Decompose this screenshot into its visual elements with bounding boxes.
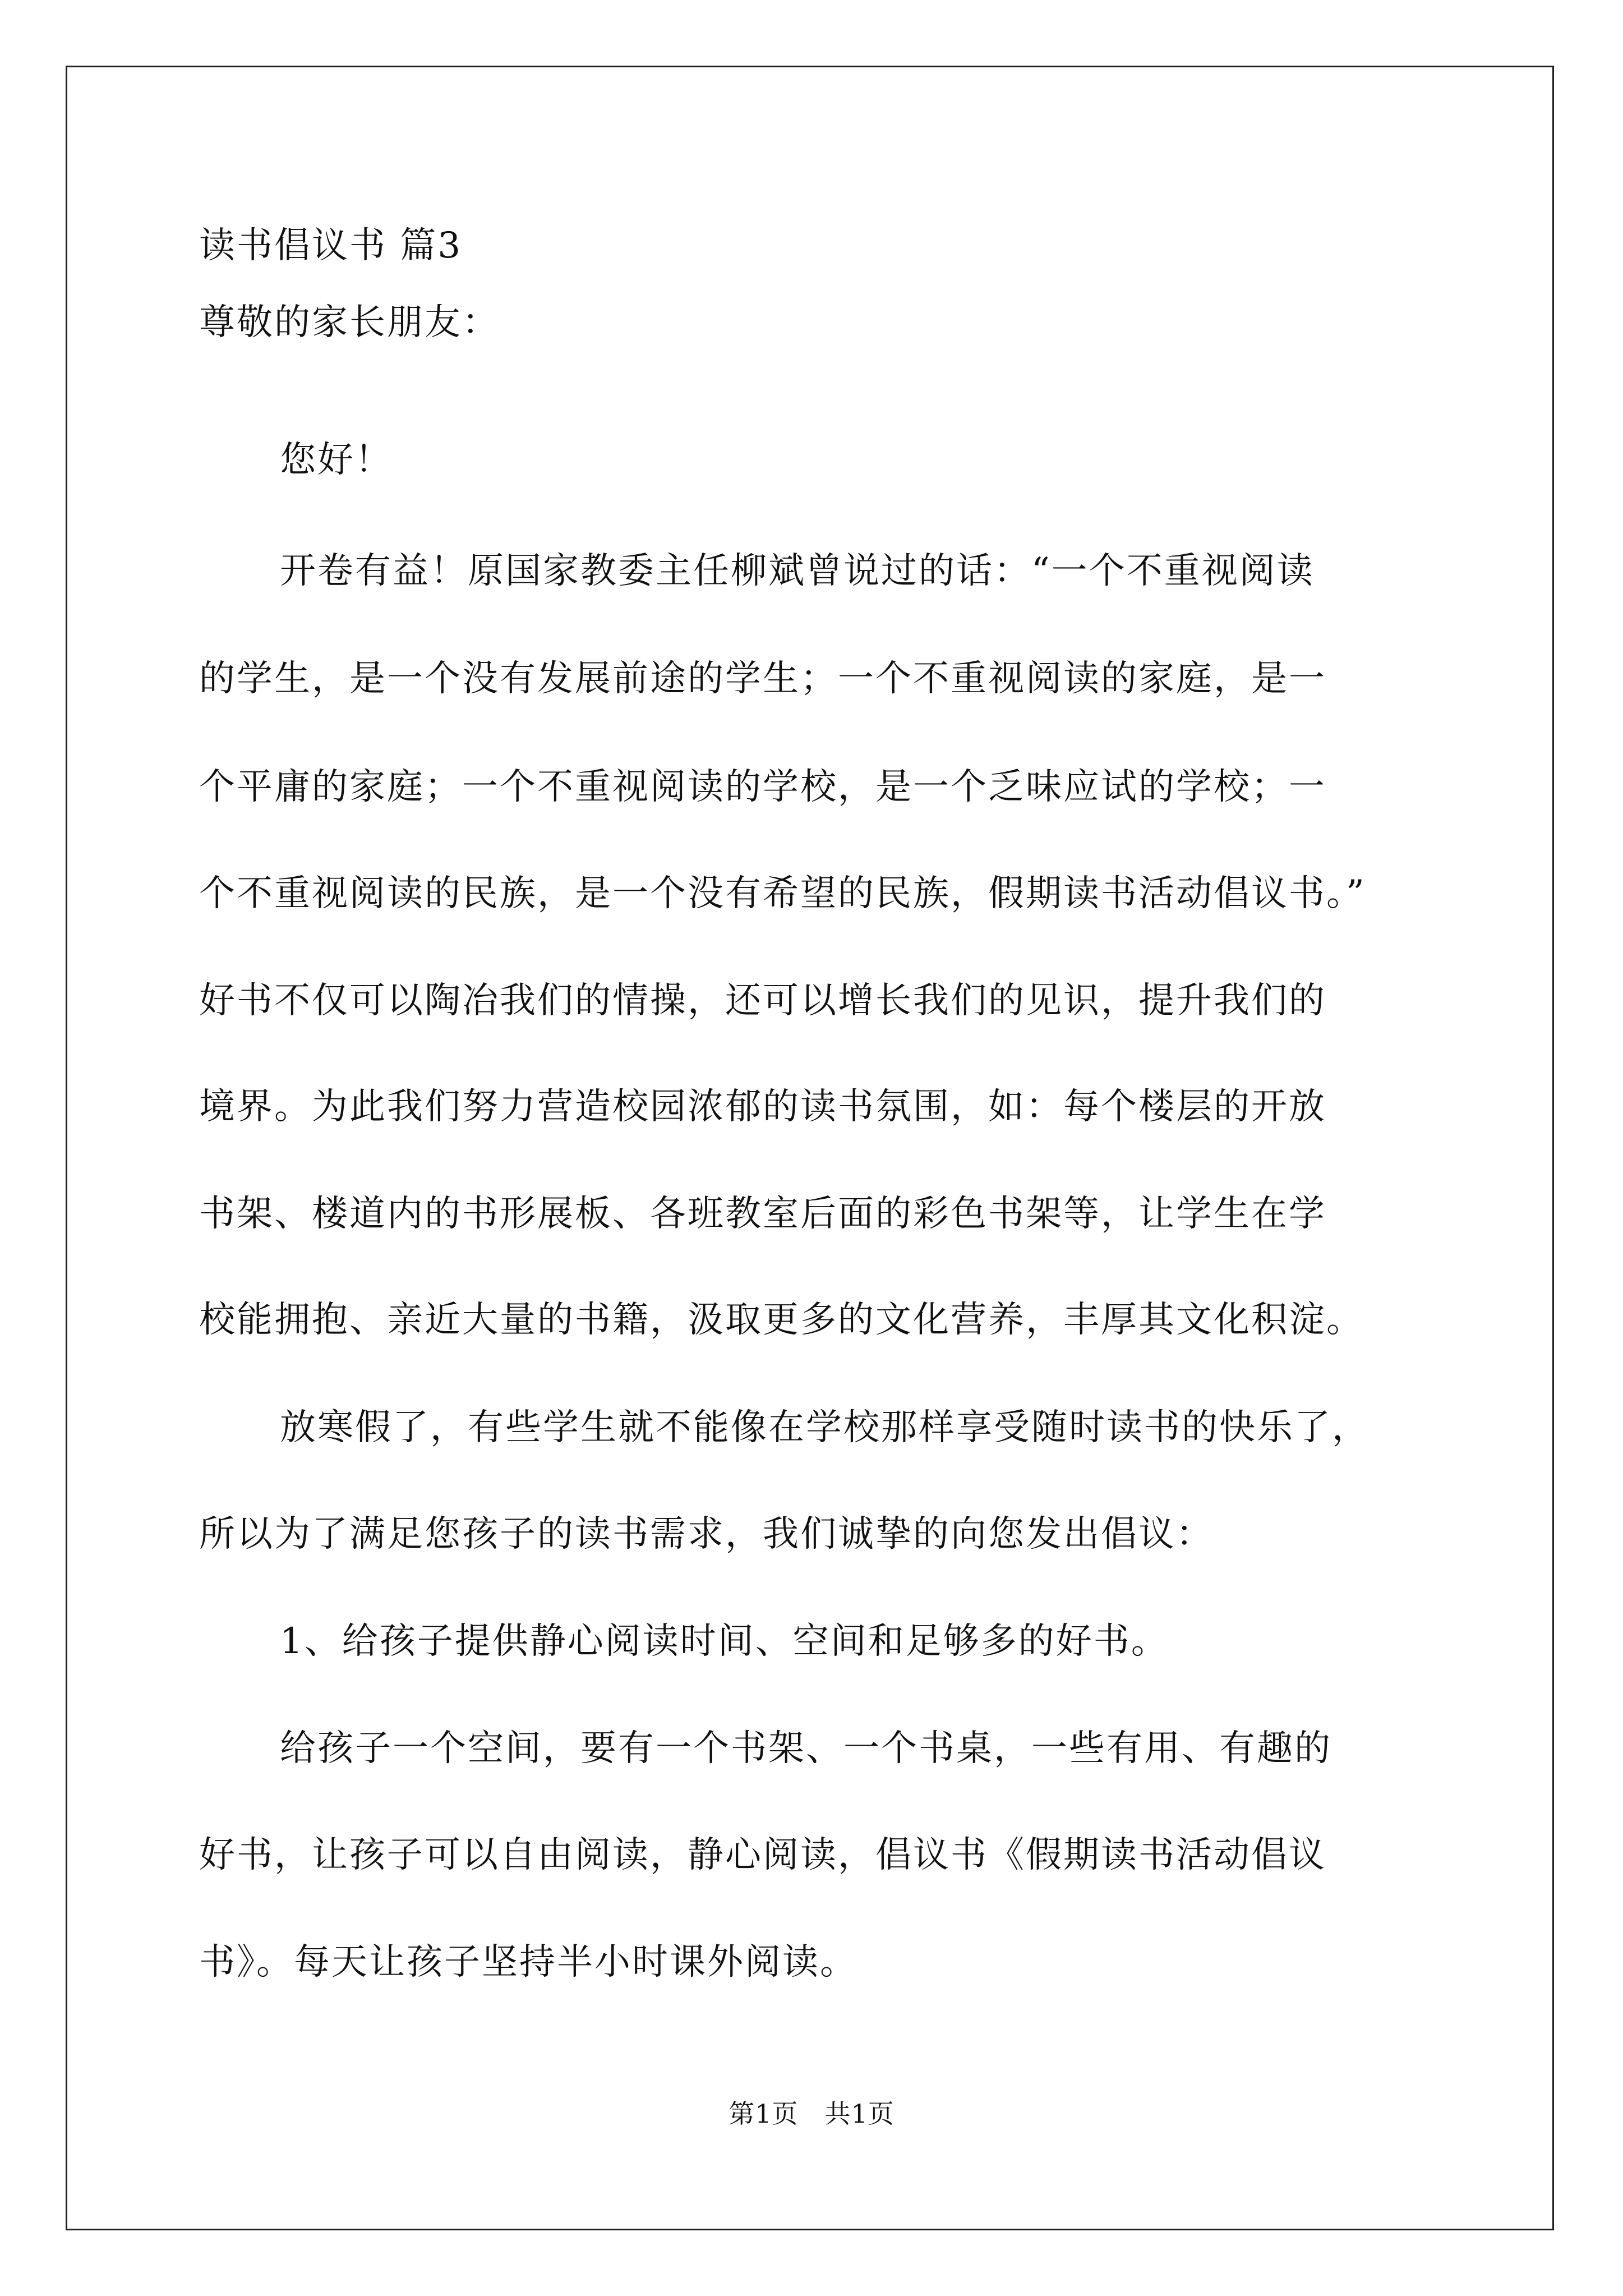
paragraph-line: 个不重视阅读的民族，是一个没有希望的民族，假期读书活动倡议书。”	[199, 873, 1366, 914]
paragraph-line: 给孩子一个空间，要有一个书架、一个书桌，一些有用、有趣的	[280, 1728, 1332, 1769]
paragraph-line: 的学生，是一个没有发展前途的学生；一个不重视阅读的家庭，是一	[199, 658, 1326, 700]
paragraph-line: 境界。为此我们努力营造校园浓郁的读书氛围，如：每个楼层的开放	[199, 1086, 1326, 1128]
paragraph-line: 校能拥抱、亲近大量的书籍，汲取更多的文化营养，丰厚其文化积淀。	[199, 1299, 1364, 1341]
paragraph-line: 个平庸的家庭；一个不重视阅读的学校，是一个乏味应试的学校；一	[199, 766, 1326, 808]
paragraph-line: 开卷有益！原国家教委主任柳斌曾说过的话：“一个不重视阅读	[280, 550, 1315, 592]
paragraph-line: 放寒假了，有些学生就不能像在学校那样享受随时读书的快乐了，	[280, 1407, 1370, 1448]
paragraph-line: 好书，让孩子可以自由阅读，静心阅读，倡议书《假期读书活动倡议	[199, 1834, 1326, 1876]
page-number-footer: 第1页 共1页	[728, 2099, 895, 2129]
document-heading: 读书倡议书 篇3	[199, 225, 463, 266]
numbered-item: 1、给孩子提供静心阅读时间、空间和足够多的好书。	[280, 1621, 1169, 1662]
salutation: 尊敬的家长朋友：	[199, 302, 500, 343]
paragraph-line: 书》。每天让孩子坚持半小时课外阅读。	[199, 1941, 857, 1983]
greeting: 您好！	[280, 439, 393, 481]
paragraph-line: 所以为了满足您孩子的读书需求，我们诚挚的向您发出倡议：	[199, 1513, 1214, 1555]
paragraph-line: 书架、楼道内的书形展板、各班教室后面的彩色书架等，让学生在学	[199, 1193, 1326, 1235]
page-border	[66, 66, 1554, 2230]
paragraph-line: 好书不仅可以陶冶我们的情操，还可以增长我们的见识，提升我们的	[199, 980, 1326, 1022]
